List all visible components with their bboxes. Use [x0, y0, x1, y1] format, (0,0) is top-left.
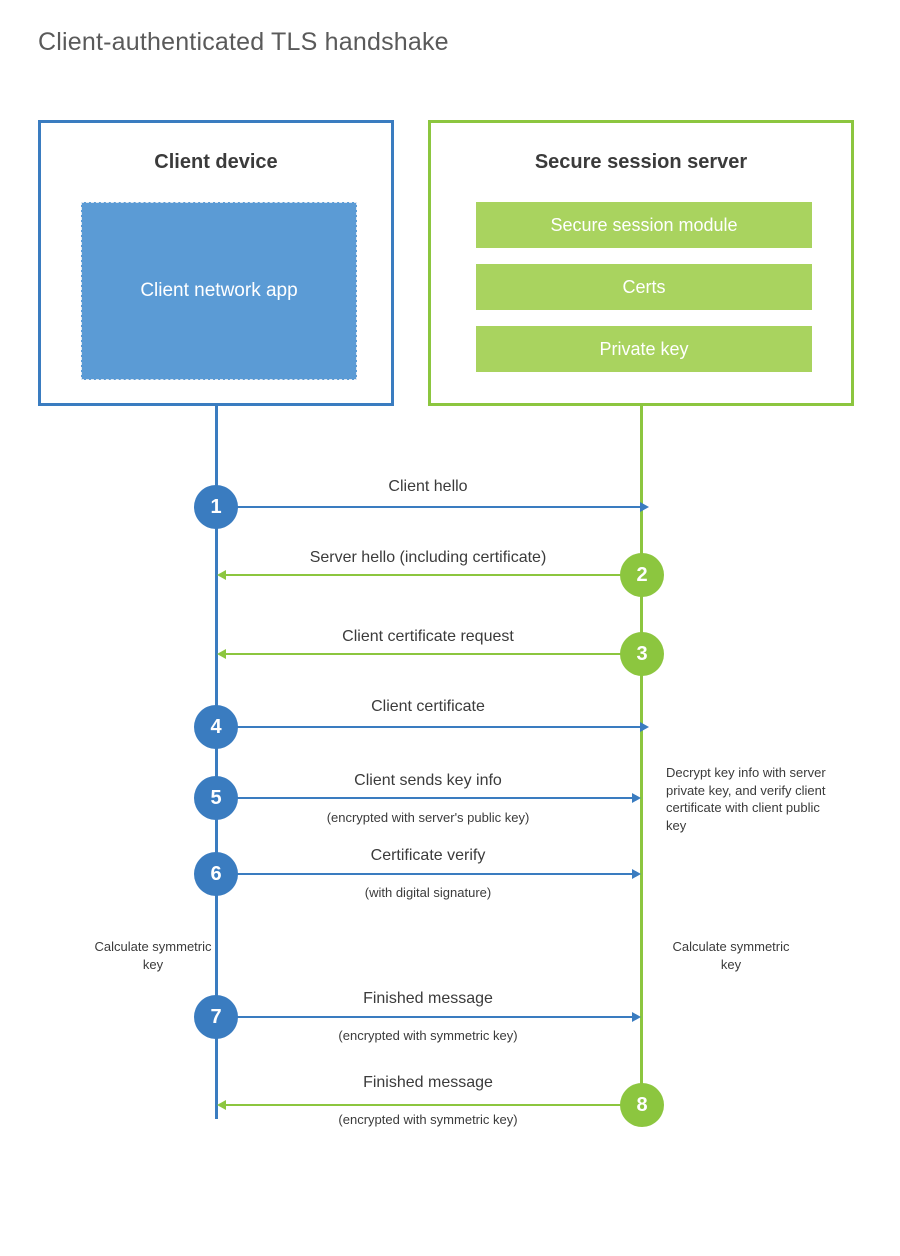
- arrow-step-3: [226, 653, 640, 655]
- label-step-2: Server hello (including certificate): [309, 549, 547, 566]
- sublabel-step-6: (with digital signature): [364, 885, 492, 900]
- label-step-1: Client hello: [388, 478, 468, 495]
- arrow-head-icon: [640, 502, 649, 512]
- page-title: Client-authenticated TLS handshake: [38, 28, 449, 56]
- arrow-step-7: [216, 1016, 632, 1018]
- label-step-5: Client sends key info: [354, 772, 502, 789]
- sublabel-step-5: (encrypted with server's public key): [326, 810, 530, 825]
- note-server-calculate-symmetric-key: Calculate symmetric key: [672, 939, 790, 972]
- arrow-head-icon: [217, 649, 226, 659]
- arrow-step-5: [216, 797, 632, 799]
- arrow-head-icon: [640, 722, 649, 732]
- arrow-step-2: [226, 574, 640, 576]
- server-band-secure-session-module: Secure session module: [476, 202, 812, 248]
- note-server-decrypt: Decrypt key info with server private key, and verify client certificate with client public key: [666, 765, 826, 833]
- server-band-private-key: Private key: [476, 326, 812, 372]
- client-network-app: Client network app: [81, 202, 357, 380]
- arrow-step-8: [226, 1104, 640, 1106]
- label-step-3: Client certificate request: [342, 628, 514, 645]
- note-client-calculate-symmetric-key: Calculate symmetric key: [94, 939, 212, 972]
- secure-session-server-box: [428, 120, 854, 406]
- client-device-box: [38, 120, 394, 406]
- label-step-8: Finished message: [363, 1074, 493, 1091]
- label-step-6: Certificate verify: [370, 847, 486, 864]
- sublabel-step-7: (encrypted with symmetric key): [338, 1028, 518, 1043]
- step-marker-7: 7: [194, 995, 238, 1039]
- arrow-head-icon: [217, 1100, 226, 1110]
- step-marker-2: 2: [620, 553, 664, 597]
- arrow-head-icon: [632, 1012, 641, 1022]
- label-step-7: Finished message: [363, 990, 493, 1007]
- label-step-4: Client certificate: [371, 698, 485, 715]
- step-marker-6: 6: [194, 852, 238, 896]
- arrow-head-icon: [632, 869, 641, 879]
- secure-session-server-title: Secure session server: [534, 151, 748, 173]
- step-marker-8: 8: [620, 1083, 664, 1127]
- arrow-step-1: [216, 506, 640, 508]
- client-device-title: Client device: [154, 151, 278, 173]
- arrow-head-icon: [632, 793, 641, 803]
- step-marker-3: 3: [620, 632, 664, 676]
- step-marker-5: 5: [194, 776, 238, 820]
- server-band-certs: Certs: [476, 264, 812, 310]
- step-marker-4: 4: [194, 705, 238, 749]
- sublabel-step-8: (encrypted with symmetric key): [338, 1112, 518, 1127]
- arrow-step-6: [216, 873, 632, 875]
- step-marker-1: 1: [194, 485, 238, 529]
- arrow-step-4: [216, 726, 640, 728]
- arrow-head-icon: [217, 570, 226, 580]
